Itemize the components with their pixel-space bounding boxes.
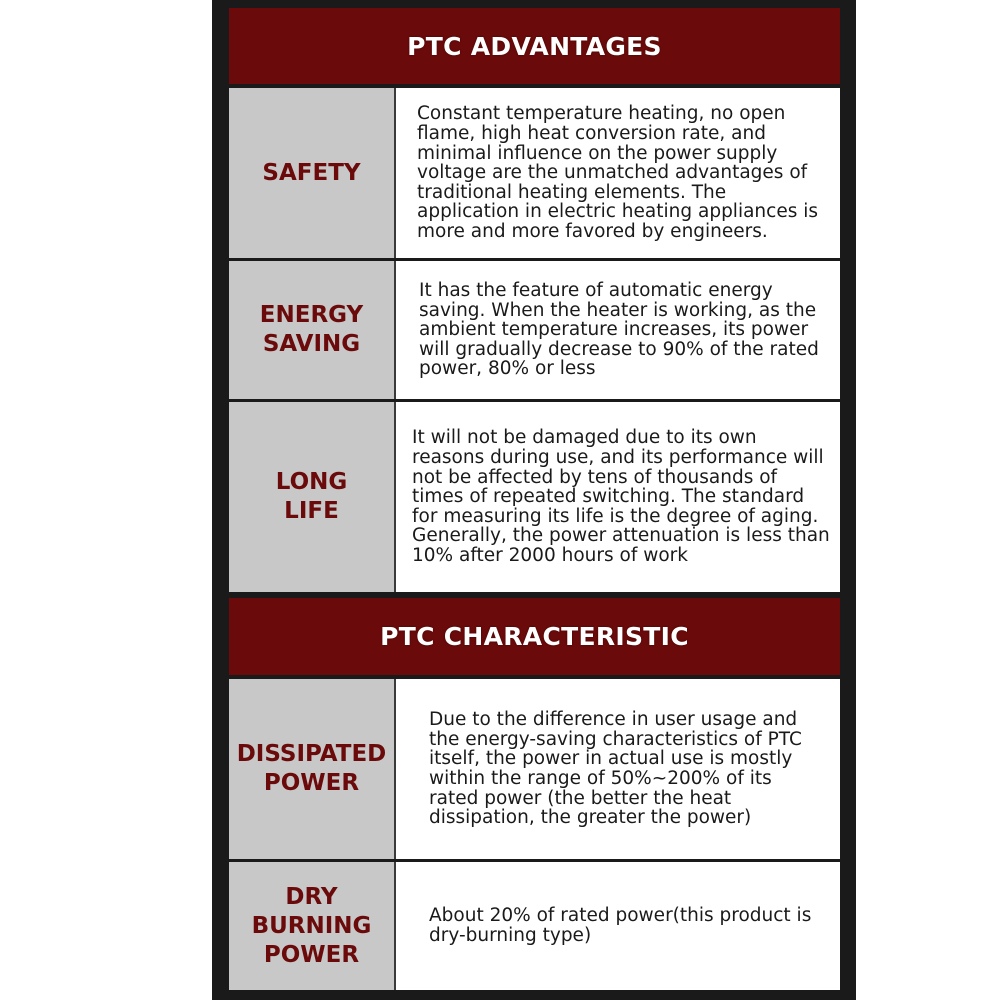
row-label: DRY BURNING POWER	[229, 862, 394, 990]
row-description-text: Constant temperature heating, no open flame, high heat conversion rate, and minimal influence on the power supply voltage are the unmatched advantages of traditional heating elements. The application in electric heating appliances is more and more favored by engineers.	[417, 103, 819, 242]
row-label: DISSIPATED POWER	[229, 679, 394, 859]
row-description	[396, 261, 840, 399]
characteristic-title: PTC CHARACTERISTIC	[380, 622, 689, 651]
characteristic-row-dry-burning-power	[229, 862, 840, 990]
advantage-row-long-life	[229, 402, 840, 592]
characteristic-row-dissipated-power	[229, 679, 840, 859]
row-description-text: Due to the difference in user usage and the energy-saving characteristics of PTC itself, the power in actual use is mostly within the range of 50%~200% of its rated power (the better the heat dissipation, the greater the power)	[429, 709, 802, 829]
row-description	[396, 862, 840, 990]
row-description	[396, 402, 840, 592]
advantage-row-safety	[229, 88, 840, 258]
row-description-text: It will not be damaged due to its own reasons during use, and its performance will not be affected by tens of thousands of times of repeated switching. The standard for measuring its life is the degree of aging. Generally, the power attenuation is less than 10% after 2000 hours of work	[412, 427, 830, 566]
row-description-text: About 20% of rated power(this product is dry-burning type)	[429, 905, 812, 946]
row-description-text: It has the feature of automatic energy saving. When the heater is working, as the ambient temperature increases, its power will gradually decrease to 90% of the rated power, 80% or less	[419, 280, 819, 380]
row-description	[396, 88, 840, 258]
row-label: ENERGY SAVING	[229, 261, 394, 399]
row-description	[396, 679, 840, 859]
row-label: SAFETY	[229, 88, 394, 258]
advantage-row-energy-saving	[229, 261, 840, 399]
row-label: LONG LIFE	[229, 402, 394, 592]
characteristic-header	[229, 598, 840, 675]
advantages-title: PTC ADVANTAGES	[407, 31, 662, 61]
advantages-header	[229, 8, 840, 84]
